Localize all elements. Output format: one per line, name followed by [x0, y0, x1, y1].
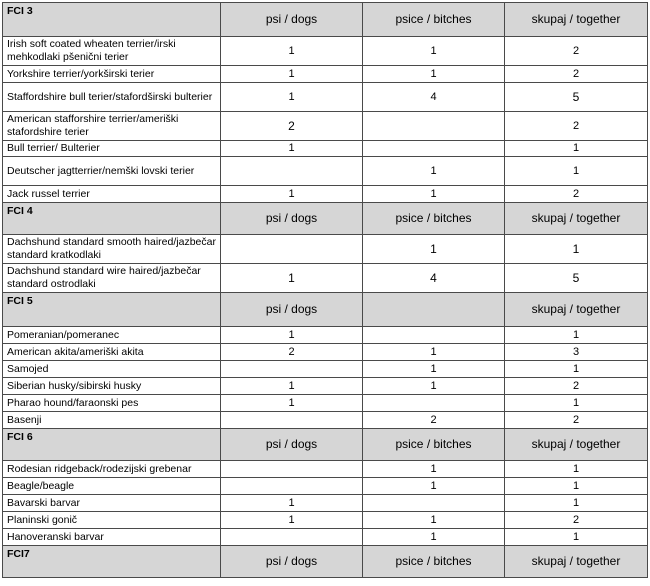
bitches-count — [363, 395, 505, 412]
bitches-count: 1 — [363, 157, 505, 186]
group-header-row — [3, 203, 648, 235]
bitches-count: 2 — [363, 412, 505, 429]
table-row — [3, 66, 648, 83]
dogs-count: 1 — [221, 395, 363, 412]
breed-name: Planinski gonič — [3, 512, 221, 529]
table-row — [3, 327, 648, 344]
breed-name: Dachshund standard wire haired/jazbečar standard ostrodlaki — [3, 264, 221, 293]
together-count: 2 — [505, 112, 648, 141]
together-column-header: skupaj / together — [505, 293, 648, 327]
bitches-count — [363, 495, 505, 512]
table-row — [3, 529, 648, 546]
together-count: 1 — [505, 361, 648, 378]
table-row — [3, 83, 648, 112]
breed-name: Pharao hound/faraonski pes — [3, 395, 221, 412]
dogs-column-header: psi / dogs — [221, 293, 363, 327]
bitches-count — [363, 141, 505, 157]
together-count: 5 — [505, 83, 648, 112]
together-count: 5 — [505, 264, 648, 293]
breed-name: Rodesian ridgeback/rodezijski grebenar — [3, 461, 221, 478]
table-row — [3, 141, 648, 157]
together-column-header: skupaj / together — [505, 3, 648, 37]
dogs-count: 1 — [221, 512, 363, 529]
table-row — [3, 361, 648, 378]
dogs-count: 1 — [221, 495, 363, 512]
table-row — [3, 512, 648, 529]
together-count: 1 — [505, 529, 648, 546]
bitches-count — [363, 327, 505, 344]
table-row — [3, 264, 648, 293]
bitches-count: 1 — [363, 478, 505, 495]
table-row — [3, 37, 648, 66]
dogs-count — [221, 361, 363, 378]
dogs-count — [221, 235, 363, 264]
together-count: 1 — [505, 495, 648, 512]
together-count: 2 — [505, 37, 648, 66]
bitches-count: 1 — [363, 344, 505, 361]
group-label: FCI 3 — [3, 3, 221, 37]
table-row — [3, 378, 648, 395]
table-row — [3, 478, 648, 495]
dogs-count: 1 — [221, 327, 363, 344]
bitches-count: 1 — [363, 512, 505, 529]
bitches-column-header: psice / bitches — [363, 3, 505, 37]
dogs-count: 1 — [221, 264, 363, 293]
group-header-row — [3, 546, 648, 578]
table-row — [3, 495, 648, 512]
breed-count-table — [2, 2, 648, 578]
bitches-count: 1 — [363, 186, 505, 203]
dogs-count: 1 — [221, 378, 363, 395]
dogs-count: 2 — [221, 112, 363, 141]
breed-name: Bull terrier/ Bulterier — [3, 141, 221, 157]
breed-name: Jack russel terrier — [3, 186, 221, 203]
group-label: FCI 5 — [3, 293, 221, 327]
breed-name: Samojed — [3, 361, 221, 378]
dogs-column-header: psi / dogs — [221, 546, 363, 578]
table-row — [3, 157, 648, 186]
together-count: 1 — [505, 478, 648, 495]
breed-name: Pomeranian/pomeranec — [3, 327, 221, 344]
breed-name: American akita/ameriški akita — [3, 344, 221, 361]
bitches-count: 4 — [363, 264, 505, 293]
dogs-column-header: psi / dogs — [221, 203, 363, 235]
together-count: 1 — [505, 141, 648, 157]
bitches-column-header: psice / bitches — [363, 203, 505, 235]
breed-name: Siberian husky/sibirski husky — [3, 378, 221, 395]
table-row — [3, 235, 648, 264]
dogs-count — [221, 412, 363, 429]
together-count: 3 — [505, 344, 648, 361]
bitches-count: 1 — [363, 361, 505, 378]
dogs-count: 1 — [221, 141, 363, 157]
dogs-count: 1 — [221, 186, 363, 203]
together-column-header: skupaj / together — [505, 546, 648, 578]
breed-name: American stafforshire terrier/ameriški stafordshire terier — [3, 112, 221, 141]
group-label: FCI 4 — [3, 203, 221, 235]
bitches-count — [363, 112, 505, 141]
bitches-count: 1 — [363, 66, 505, 83]
table-row — [3, 186, 648, 203]
bitches-count: 1 — [363, 461, 505, 478]
dogs-count: 1 — [221, 37, 363, 66]
breed-name: Bavarski barvar — [3, 495, 221, 512]
bitches-count: 1 — [363, 529, 505, 546]
breed-name: Hanoveranski barvar — [3, 529, 221, 546]
dogs-count — [221, 157, 363, 186]
group-label: FCI7 — [3, 546, 221, 578]
table-row — [3, 395, 648, 412]
group-header-row — [3, 293, 648, 327]
group-label: FCI 6 — [3, 429, 221, 461]
together-count: 1 — [505, 157, 648, 186]
bitches-column-header: psice / bitches — [363, 429, 505, 461]
dogs-count — [221, 529, 363, 546]
dogs-count — [221, 461, 363, 478]
breed-name: Irish soft coated wheaten terrier/irski mehkodlaki pšenični terier — [3, 37, 221, 66]
table-row — [3, 112, 648, 141]
table-row — [3, 461, 648, 478]
breed-name: Staffordshire bull terier/stafordširski bulterier — [3, 83, 221, 112]
table-row — [3, 344, 648, 361]
group-header-row — [3, 429, 648, 461]
dogs-count: 2 — [221, 344, 363, 361]
together-count: 1 — [505, 461, 648, 478]
together-count: 2 — [505, 378, 648, 395]
bitches-count: 1 — [363, 37, 505, 66]
dogs-count: 1 — [221, 66, 363, 83]
dogs-column-header: psi / dogs — [221, 429, 363, 461]
together-column-header: skupaj / together — [505, 429, 648, 461]
together-count: 2 — [505, 186, 648, 203]
bitches-count: 1 — [363, 235, 505, 264]
together-count: 1 — [505, 395, 648, 412]
breed-name: Yorkshire terrier/yorkširski terier — [3, 66, 221, 83]
group-header-row — [3, 3, 648, 37]
breed-name: Basenji — [3, 412, 221, 429]
together-count: 2 — [505, 512, 648, 529]
table-row — [3, 412, 648, 429]
dogs-count: 1 — [221, 83, 363, 112]
breed-name: Dachshund standard smooth haired/jazbečar standard kratkodlaki — [3, 235, 221, 264]
together-count: 1 — [505, 235, 648, 264]
bitches-count: 1 — [363, 378, 505, 395]
bitches-count: 4 — [363, 83, 505, 112]
together-count: 1 — [505, 327, 648, 344]
together-count: 2 — [505, 66, 648, 83]
breed-name: Deutscher jagtterrier/nemški lovski terier — [3, 157, 221, 186]
together-column-header: skupaj / together — [505, 203, 648, 235]
bitches-column-header — [363, 293, 505, 327]
dogs-count — [221, 478, 363, 495]
dogs-column-header: psi / dogs — [221, 3, 363, 37]
bitches-column-header: psice / bitches — [363, 546, 505, 578]
together-count: 2 — [505, 412, 648, 429]
breed-name: Beagle/beagle — [3, 478, 221, 495]
